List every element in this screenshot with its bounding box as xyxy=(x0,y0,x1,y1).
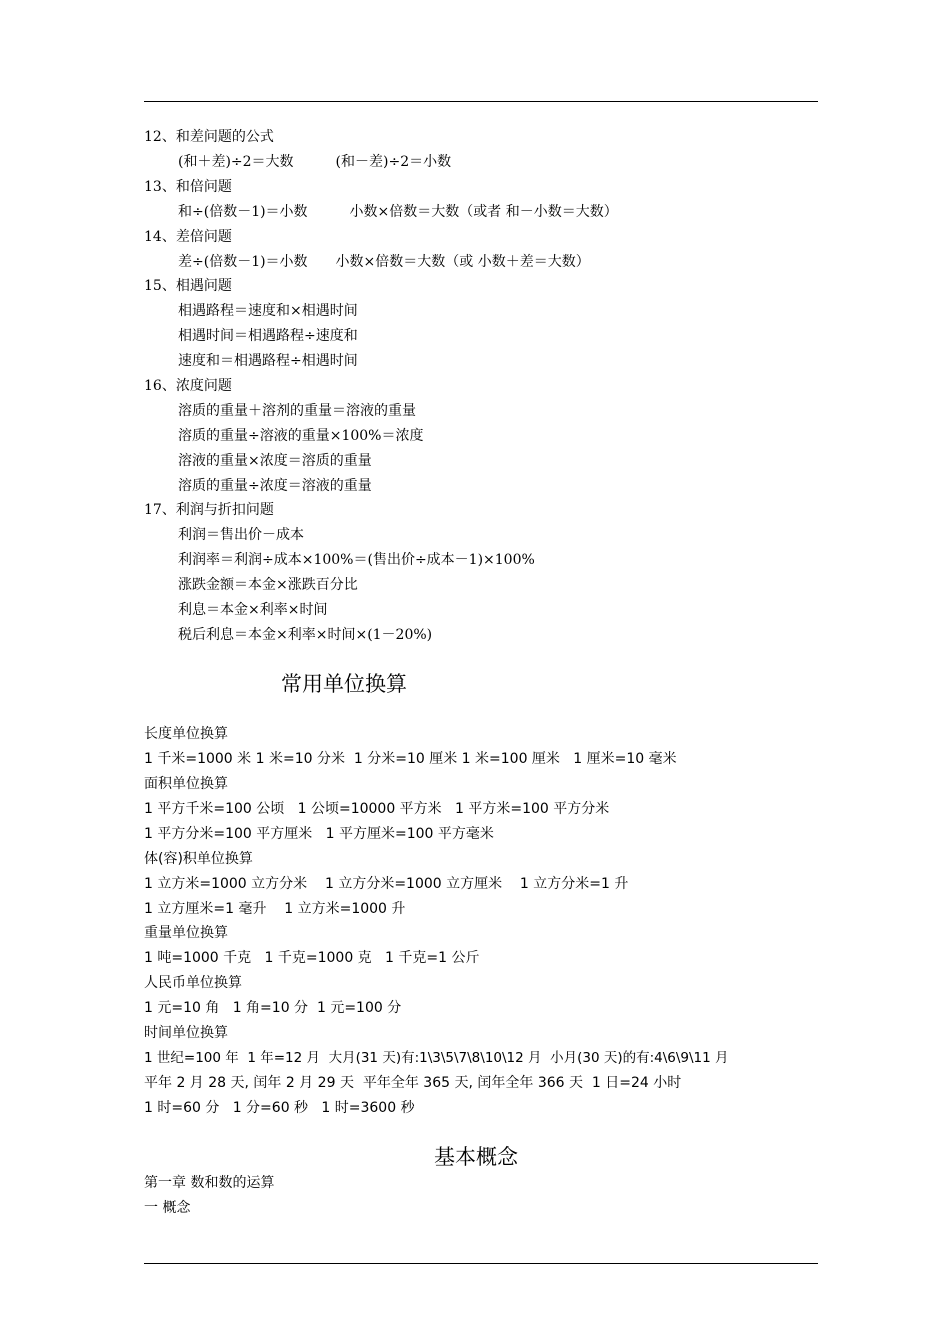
section-title-13: 13、和倍问题 xyxy=(144,179,232,195)
unit-category-length: 长度单位换算 xyxy=(144,726,228,742)
formula-line: 溶质的重量÷浓度＝溶液的重量 xyxy=(178,478,372,494)
unit-category-time: 时间单位换算 xyxy=(144,1025,228,1041)
formula-line: 溶质的重量＋溶剂的重量＝溶液的重量 xyxy=(178,403,416,419)
unit-conversion-line: 1 平方千米=100 公顷 1 公顷=10000 平方米 1 平方米=100 平方分米 xyxy=(144,801,610,817)
formula-line: 速度和＝相遇路程÷相遇时间 xyxy=(178,353,358,369)
header-rule xyxy=(144,101,818,102)
unit-conversion-line: 1 元=10 角 1 角=10 分 1 元=100 分 xyxy=(144,1000,402,1016)
unit-conversion-line: 平年 2 月 28 天, 闰年 2 月 29 天 平年全年 365 天, 闰年全年 366 天 1 日=24 小时 xyxy=(144,1075,682,1091)
formula-line: 利润率＝利润÷成本×100%＝(售出价÷成本－1)×100% xyxy=(178,552,535,568)
unit-conversion-line: 1 千米=1000 米 1 米=10 分米 1 分米=10 厘米 1 米=100 厘米 1 厘米=10 毫米 xyxy=(144,751,677,767)
formula-line: 差÷(倍数－1)＝小数 小数×倍数＝大数（或 小数＋差＝大数） xyxy=(178,254,590,270)
unit-conversion-line: 1 立方米=1000 立方分米 1 立方分米=1000 立方厘米 1 立方分米=1 升 xyxy=(144,876,629,892)
section-title-14: 14、差倍问题 xyxy=(144,229,232,245)
formula-line: 相遇路程＝速度和×相遇时间 xyxy=(178,303,358,319)
chapter-title: 第一章 数和数的运算 xyxy=(144,1175,275,1191)
formula-line: 利润＝售出价－成本 xyxy=(178,527,304,543)
formula-line: 和÷(倍数－1)＝小数 小数×倍数＝大数（或者 和－小数＝大数） xyxy=(178,204,618,220)
formula-line: 税后利息＝本金×利率×时间×(1－20%) xyxy=(178,627,433,643)
formula-line: 溶质的重量÷溶液的重量×100%＝浓度 xyxy=(178,428,424,444)
section-title-12: 12、和差问题的公式 xyxy=(144,129,274,145)
formula-line: 利息＝本金×利率×时间 xyxy=(178,602,328,618)
unit-conversion-line: 1 平方分米=100 平方厘米 1 平方厘米=100 平方毫米 xyxy=(144,826,494,842)
units-heading: 常用单位换算 xyxy=(281,672,407,696)
unit-conversion-line: 1 时=60 分 1 分=60 秒 1 时=3600 秒 xyxy=(144,1100,415,1116)
unit-category-area: 面积单位换算 xyxy=(144,776,228,792)
formula-line: 相遇时间＝相遇路程÷速度和 xyxy=(178,328,358,344)
unit-conversion-line: 1 立方厘米=1 毫升 1 立方米=1000 升 xyxy=(144,901,406,917)
formula-line: 涨跌金额＝本金×涨跌百分比 xyxy=(178,577,358,593)
formula-line: 溶液的重量×浓度＝溶质的重量 xyxy=(178,453,372,469)
subsection-title: 一 概念 xyxy=(144,1200,191,1216)
unit-category-currency: 人民币单位换算 xyxy=(144,975,242,991)
concepts-heading: 基本概念 xyxy=(434,1145,518,1169)
unit-category-weight: 重量单位换算 xyxy=(144,925,228,941)
footer-rule xyxy=(144,1263,818,1264)
section-title-15: 15、相遇问题 xyxy=(144,278,232,294)
unit-conversion-line: 1 吨=1000 千克 1 千克=1000 克 1 千克=1 公斤 xyxy=(144,950,480,966)
section-title-17: 17、利润与折扣问题 xyxy=(144,502,274,518)
formula-line: (和＋差)÷2＝大数 (和－差)÷2＝小数 xyxy=(178,154,452,170)
section-title-16: 16、浓度问题 xyxy=(144,378,232,394)
unit-category-volume: 体(容)积单位换算 xyxy=(144,851,253,867)
unit-conversion-line: 1 世纪=100 年 1 年=12 月 大月(31 天)有:1\3\5\7\8\10\12 月 小月(30 天)的有:4\6\9\11 月 xyxy=(144,1050,729,1066)
